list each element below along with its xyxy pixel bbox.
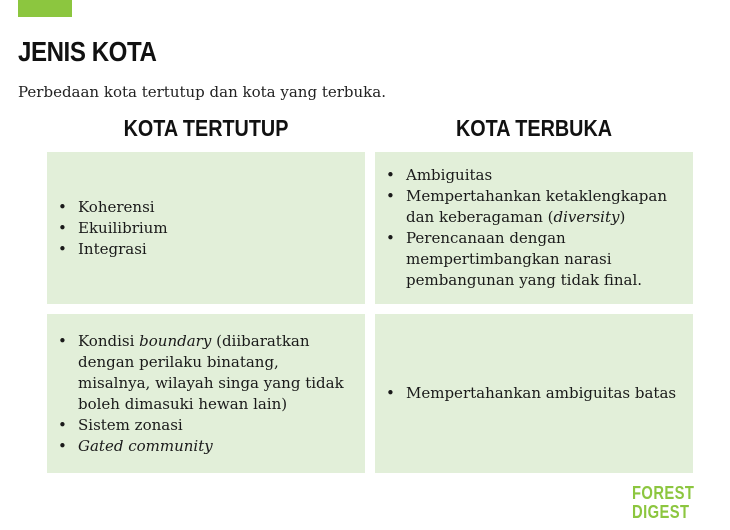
list-item-text: ) xyxy=(619,208,626,226)
forest-digest-logo xyxy=(632,483,695,522)
cell-open-bottom xyxy=(375,314,693,473)
list-item: • Koherensi xyxy=(55,197,168,218)
logo-line-1: FOREST xyxy=(632,483,695,503)
cell-open-top xyxy=(375,152,693,304)
list-item: • Ekuilibrium xyxy=(55,218,168,239)
list-item-emphasis: diversity xyxy=(553,208,620,226)
page-subtitle: Perbedaan kota tertutup dan kota yang terbuka. xyxy=(18,83,386,101)
list-item-text: Kondisi xyxy=(78,331,140,350)
list-closed-bottom xyxy=(55,331,349,457)
list-item-text: Mempertahankan ketaklengkapan dan keberagaman ( xyxy=(406,187,668,226)
cell-closed-bottom xyxy=(47,314,365,473)
column-header-open: KOTA TERBUKA xyxy=(455,115,613,141)
list-open-bottom xyxy=(383,383,676,404)
list-item: • Sistem zonasi xyxy=(55,415,349,436)
accent-bar xyxy=(18,0,72,17)
page-title: JENIS KOTA xyxy=(18,36,157,67)
list-item: • Integrasi xyxy=(55,239,168,260)
list-open-top xyxy=(383,165,677,291)
list-item xyxy=(383,186,677,228)
list-item-emphasis: Gated community xyxy=(78,436,213,455)
list-item: • Perencanaan dengan mempertimbangkan narasi pembangunan yang tidak final. xyxy=(383,228,677,291)
list-item: • Mempertahankan ambiguitas batas xyxy=(383,383,676,404)
list-item xyxy=(55,331,349,415)
list-item-emphasis: boundary xyxy=(139,331,212,350)
list-item-text: (diibaratkan dengan perilaku binatang, misalnya, wilayah singa yang tidak boleh dimasuki hewan lain) xyxy=(78,331,344,413)
logo-line-2: DIGEST xyxy=(632,502,690,522)
list-item xyxy=(55,436,349,457)
list-item: • Ambiguitas xyxy=(383,165,677,186)
cell-closed-top xyxy=(47,152,365,304)
column-header-closed: KOTA TERTUTUP xyxy=(123,115,289,141)
list-closed-top xyxy=(55,197,168,260)
